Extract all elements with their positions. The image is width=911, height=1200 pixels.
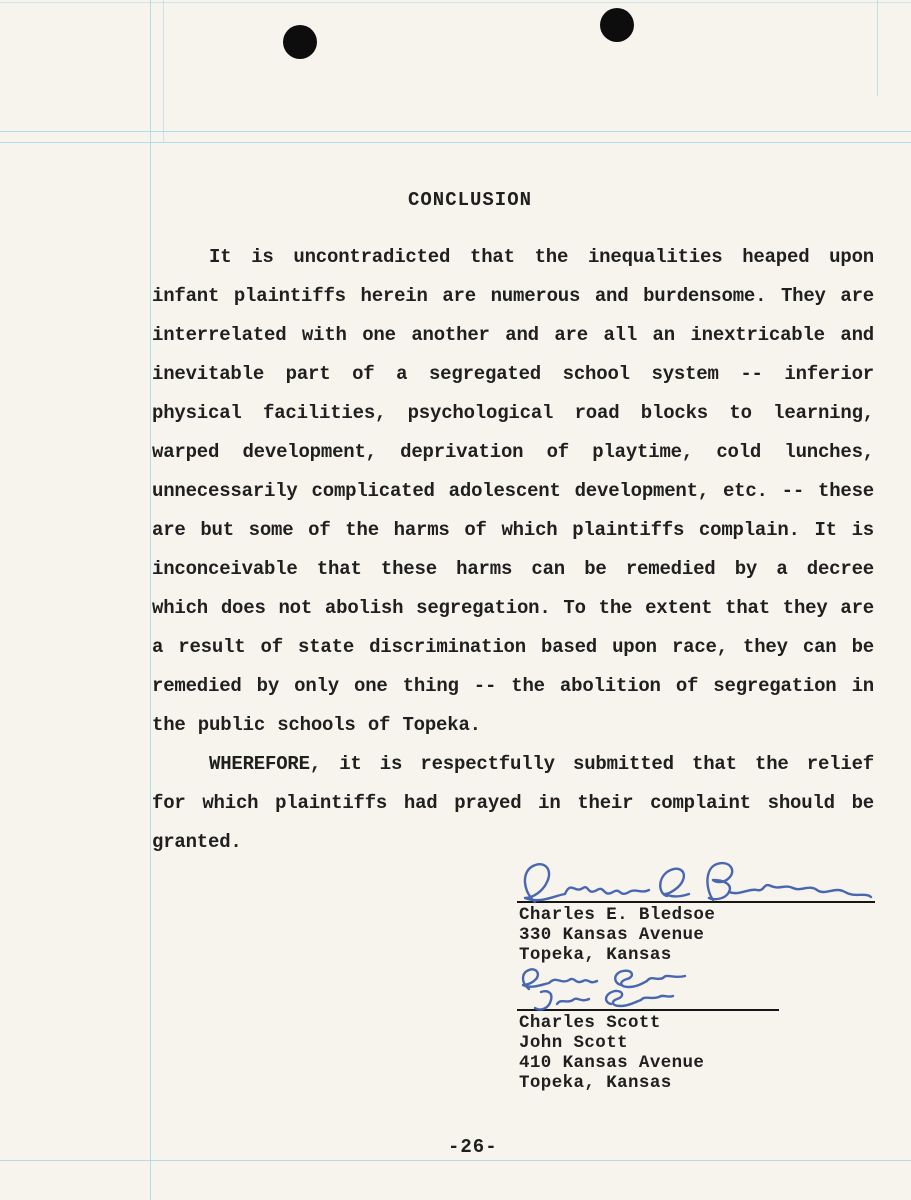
attorney-name: Charles Scott	[519, 1013, 661, 1033]
ruled-line-top-edge	[0, 2, 911, 3]
attorney-city: Topeka, Kansas	[519, 945, 672, 965]
signature-block-bledsoe	[517, 858, 877, 965]
document-body	[152, 188, 874, 1093]
ruled-line-bottom	[0, 1160, 911, 1161]
ruled-line-horizontal-2	[0, 142, 911, 143]
conclusion-paragraph: It is uncontradicted that the inequalities heaped upon infant plaintiffs herein are numerous and burdensome. They are interrelated with one another and are all an inextricable and inevitable part of a segregated school system -- inferior physical facilities, psychological road blocks to learning, warped development, deprivation of playtime, cold lunches, unnecessarily complicated adolescent development, etc. -- these are but some of the harms of which plaintiffs complain. It is inconceivable that these harms can be remedied by a decree which does not abolish segregation. To the extent that they are a result of state discrimination based upon race, they can be remedied by only one thing -- the abolition of segregation in the public schools of Topeka.	[152, 246, 874, 736]
ruled-line-horizontal-1	[0, 131, 911, 132]
page-title: CONCLUSION	[407, 189, 533, 211]
signature-line	[517, 901, 875, 903]
signature-area	[517, 858, 877, 1093]
wherefore-paragraph: WHEREFORE, it is respectfully submitted that the relief for which plaintiffs had prayed in their complaint should be granted.	[152, 753, 874, 853]
signature-block-scott	[517, 967, 877, 1093]
attorney-name: John Scott	[519, 1033, 629, 1053]
signature-line	[517, 1009, 779, 1011]
attorney-name: Charles E. Bledsoe	[519, 905, 716, 925]
typed-attorney-block	[519, 1013, 877, 1093]
ruled-line-left-margin	[150, 0, 151, 1200]
ruled-line-left-margin-2	[163, 0, 164, 142]
hole-punch-icon	[283, 25, 317, 59]
page-number: -26-	[448, 1136, 498, 1158]
handwritten-signatures-scott	[517, 967, 877, 1013]
hole-punch-icon	[600, 8, 634, 42]
handwritten-signature-bledsoe	[517, 858, 875, 906]
attorney-city: Topeka, Kansas	[519, 1073, 672, 1093]
attorney-address: 410 Kansas Avenue	[519, 1053, 705, 1073]
ruled-line-right-margin	[877, 0, 878, 96]
typed-attorney-block	[519, 905, 877, 965]
attorney-address: 330 Kansas Avenue	[519, 925, 705, 945]
